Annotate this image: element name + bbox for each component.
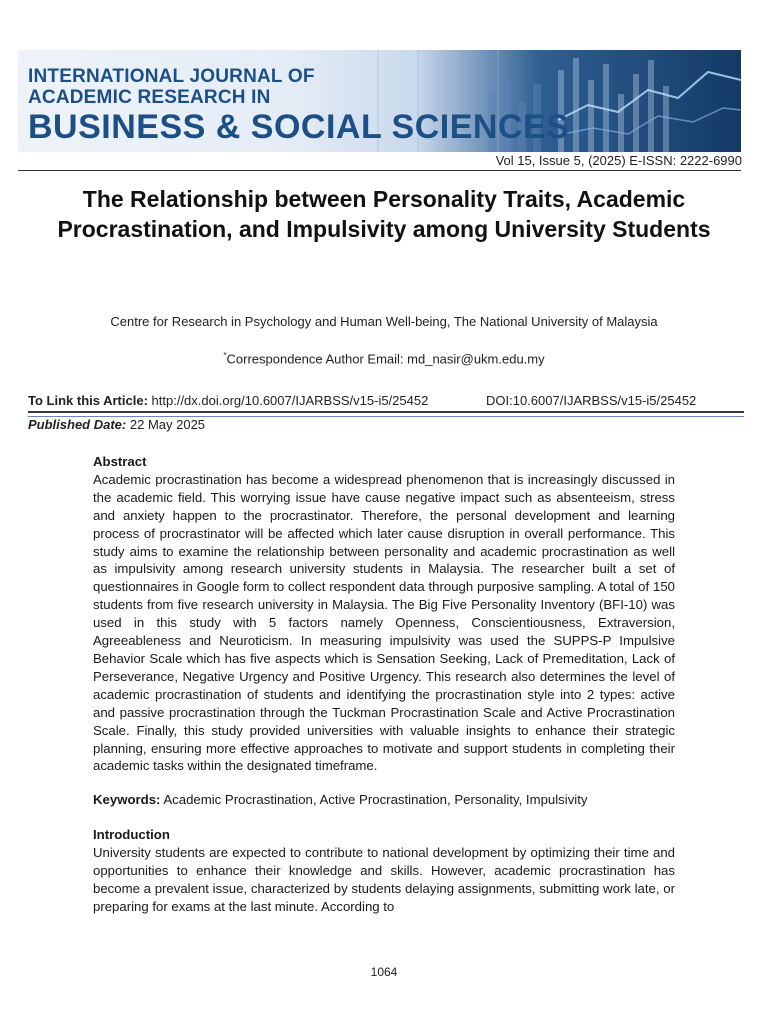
correspondence-email[interactable]: Correspondence Author Email: md_nasir@ukm.edu.my (226, 351, 545, 367)
article-link-row (28, 393, 728, 408)
keywords-row (93, 791, 675, 809)
correspondence-line (100, 347, 668, 367)
article-link-label: To Link this Article: (28, 393, 148, 408)
doi-text: DOI:10.6007/IJARBSS/v15-i5/25452 (486, 393, 697, 408)
journal-banner (18, 50, 741, 152)
correspondence-marker: * (223, 351, 227, 360)
abstract-heading: Abstract (93, 454, 147, 469)
keywords-text: Academic Procrastination, Active Procrastination, Personality, Impulsivity (163, 792, 588, 807)
banner-line-1: INTERNATIONAL JOURNAL OF (28, 66, 315, 87)
keywords-label: Keywords: (93, 792, 161, 807)
banner-line-3: BUSINESS & SOCIAL SCIENCES (28, 108, 570, 146)
header-divider (18, 170, 741, 171)
paper-title: The Relationship between Personality Traits, Academic Procrastination, and Impulsivity among University Students (57, 186, 711, 242)
introduction-heading: Introduction (93, 827, 170, 842)
abstract-section (93, 453, 675, 775)
page-number: 1064 (370, 965, 398, 979)
published-date-label: Published Date: (28, 417, 127, 432)
introduction-section (93, 826, 675, 916)
divider-dark (28, 411, 744, 413)
published-date-value: 22 May 2025 (129, 417, 206, 432)
introduction-text: University students are expected to contribute to national development by optimizing their time and opportunities to enhance their knowledge and skills. However, academic procrastination has become a prevalent issue, characterized by students delaying assignments, submitting work late, or preparing for exams at the last minute. According to (93, 844, 675, 914)
banner-line-2: ACADEMIC RESEARCH IN (28, 87, 271, 108)
article-link-url[interactable]: http://dx.doi.org/10.6007/IJARBSS/v15-i5/25452 (151, 393, 429, 408)
abstract-text: Academic procrastination has become a widespread phenomenon that is increasingly discussed in the academic field. This worrying issue have cause negative impact such as absenteeism, stress and anxiety happen to the procrastinator. Therefore, the personal development and learning process of procrastinator will be affected which later cause disruption in overall performance. This study aims to examine the relationship between personality and academic procrastination as well as impulsivity among research university students in Malaysia. The researcher built a set of questionnaires in Google form to collect respondent data through purposive sampling. A total of 150 students from five research university in Malaysia. The Big Five Personality Inventory (BFI-10) was used in this study with 5 factors namely Openness, Conscientiousness, Extraversion, Agreeableness and Neuroticism. In measuring impulsivity was used the SUPPS-P Impulsive Behavior Scale which has five aspects which is Sensation Seeking, Lack of Premeditation, Lack of Perseverance, Negative Urgency and Positive Urgency. This research also determines the level of academic procrastination of students and identifying the procrastination style into 2 types: active and passive procrastination through the Tuckman Procrastination Scale and Active Procrastination Scale. Finally, this study provided universities with valuable insights to enhance their strategic planning, ensuring more effective approaches to motivate and support students in completing their academic tasks within the designated timeframe. (93, 471, 675, 774)
published-date-row (28, 417, 205, 432)
author-affiliation: Centre for Research in Psychology and Human Well-being, The National University of Malaysia (110, 314, 658, 329)
issue-info: Vol 15, Issue 5, (2025) E-ISSN: 2222-6990 (495, 153, 742, 168)
